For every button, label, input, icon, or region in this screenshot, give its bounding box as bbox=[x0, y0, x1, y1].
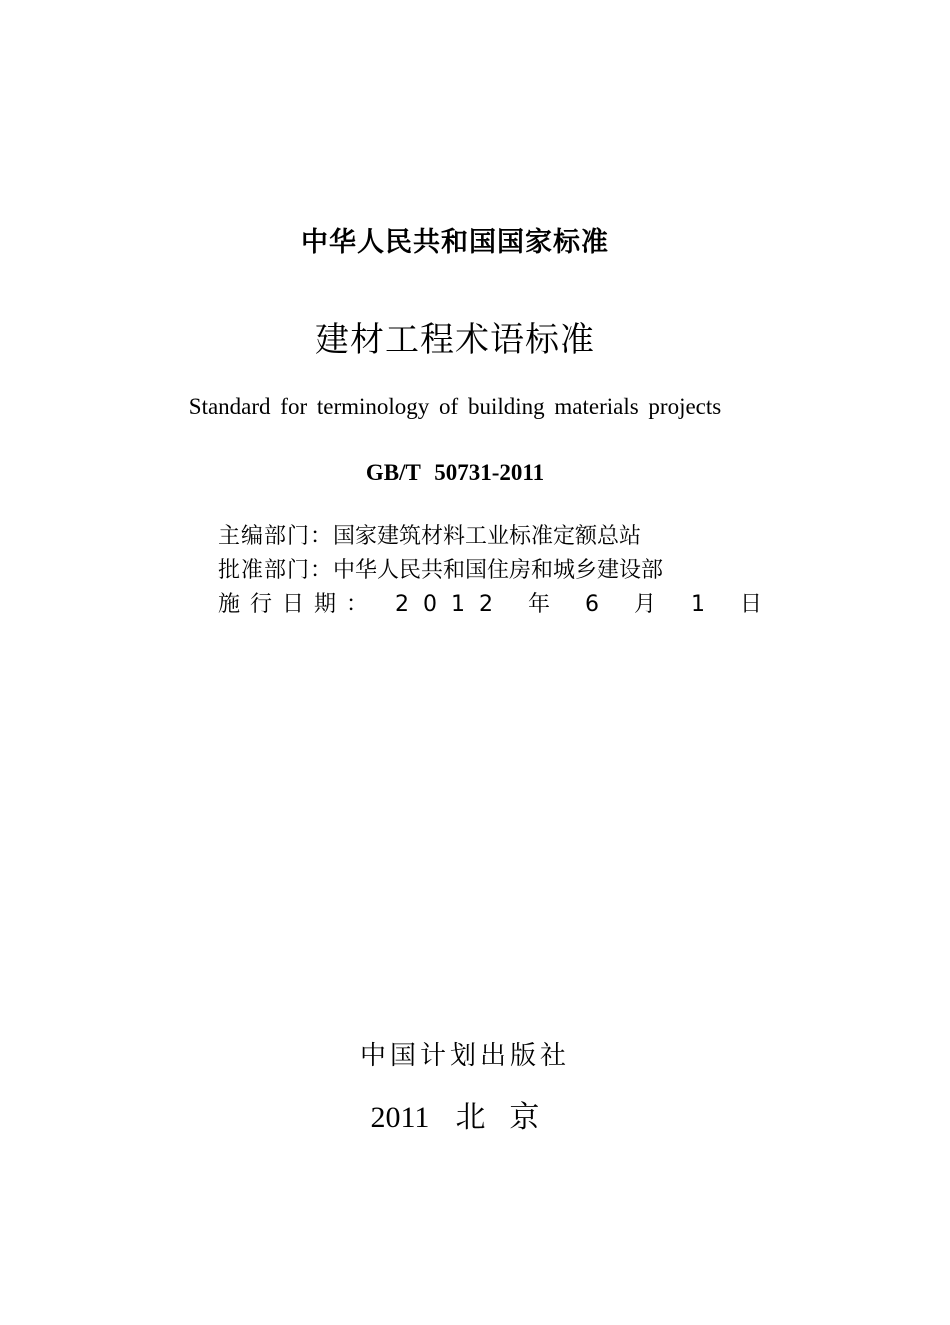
standard-code: GB/T 50731-2011 bbox=[365, 460, 545, 485]
effective-date-line bbox=[218, 590, 776, 620]
standard-title-chinese: 建材工程术语标准 bbox=[315, 320, 595, 360]
publication-year-place bbox=[0, 1098, 942, 1138]
national-standard-heading: 中华人民共和国国家标准 bbox=[301, 227, 609, 258]
publisher-name: 中国计划出版社 bbox=[359, 1041, 570, 1071]
publication-year: 2011 bbox=[370, 1101, 430, 1134]
approval-department-label: 批准部门： bbox=[218, 558, 334, 583]
effective-date-value: 2012 年 6 月 1 日 bbox=[395, 592, 776, 617]
chief-editor-value: 国家建筑材料工业标准定额总站 bbox=[333, 524, 642, 549]
approval-department-value: 中华人民共和国住房和城乡建设部 bbox=[333, 558, 664, 583]
chief-editor-label: 主编部门： bbox=[218, 524, 334, 549]
standard-title-english: Standard for terminology of building materials projects bbox=[188, 394, 722, 419]
approval-department-line bbox=[218, 556, 663, 586]
effective-date-label: 施行日期： bbox=[218, 592, 379, 617]
chief-editor-line bbox=[218, 522, 641, 552]
publication-city: 北京 bbox=[455, 1100, 564, 1135]
